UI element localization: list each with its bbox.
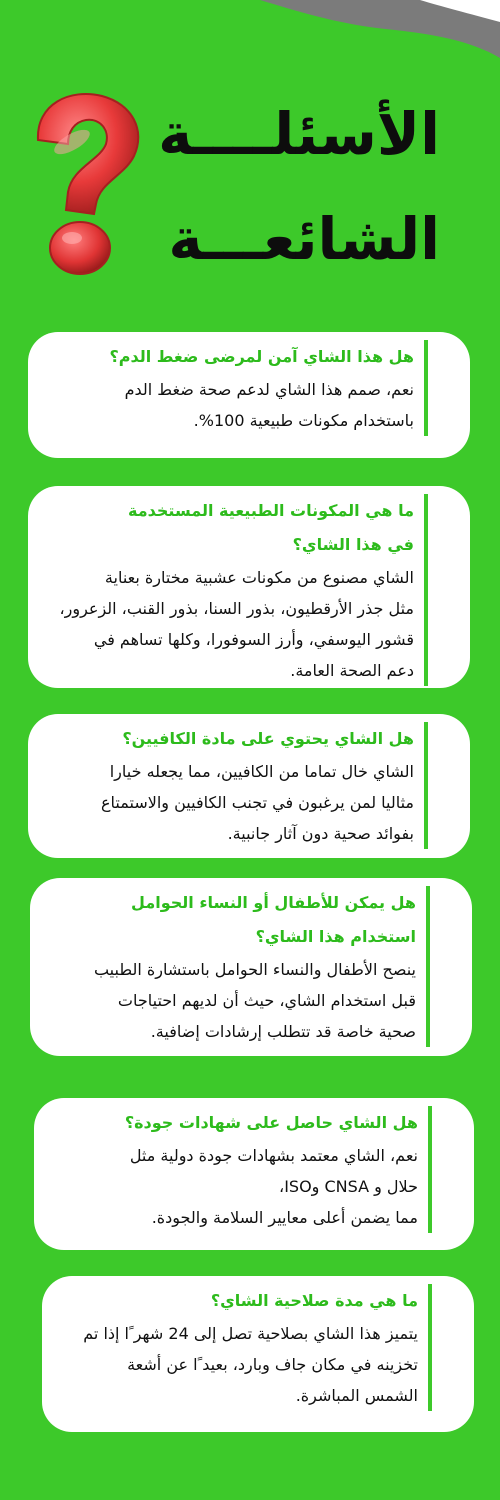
faq-question: استخدام هذا الشاي؟ [255,927,416,946]
faq-answer-line: مثاليا لمن يرغبون في تجنب الكافيين والاستمتاع [100,793,414,812]
faq-content [30,886,430,1047]
faq-answer-line: الشاي خال تماما من الكافيين، مما يجعله خيارا [109,762,414,781]
faq-card [30,878,472,1056]
page-title-line-2: الشائعـــة [168,205,440,273]
faq-question: ما هي مدة صلاحية الشاي؟ [210,1291,418,1310]
faq-answer-line: باستخدام مكونات طبيعية 100%. [193,411,414,430]
faq-card [28,486,470,688]
question-mark-icon [10,82,150,282]
faq-answer-line: قبل استخدام الشاي، حيث أن لديهم احتياجات [117,991,416,1010]
faq-card [28,332,470,458]
faq-question: هل يمكن للأطفال أو النساء الحوامل [131,893,416,912]
faq-question: ما هي المكونات الطبيعية المستخدمة [128,501,414,520]
faq-answer-line: نعم، صمم هذا الشاي لدعم صحة ضغط الدم [124,380,414,399]
faq-content [62,1284,432,1411]
faq-question: في هذا الشاي؟ [292,535,414,554]
faq-answer-line: قشور اليوسفي، وأرز السوفورا، وكلها تساهم في [93,630,414,649]
faq-content [62,1106,432,1233]
faq-answer-line: الشمس المباشرة. [295,1386,418,1405]
faq-answer-line: ينصح الأطفال والنساء الحوامل باستشارة الطبيب [93,960,416,979]
faq-answer-line: بفوائد صحية دون آثار جانبية. [227,824,414,843]
page-title-line-1: الأسئلــــة [158,100,440,168]
top-wave-decoration [0,0,500,80]
faq-question: هل هذا الشاي آمن لمرضى ضغط الدم؟ [109,347,414,366]
faq-card [34,1098,474,1250]
faq-answer-line: دعم الصحة العامة. [290,661,414,680]
faq-answer-line: مثل جذر الأرقطيون، بذور السنا، بذور القنب، الزعرور، [59,599,414,618]
faq-question: هل الشاي حاصل على شهادات جودة؟ [124,1113,418,1132]
faq-card [42,1276,474,1432]
faq-question: هل الشاي يحتوي على مادة الكافيين؟ [122,729,414,748]
faq-answer-line: الشاي مصنوع من مكونات عشبية مختارة بعناية [104,568,414,587]
faq-card [28,714,470,858]
faq-answer-line: تخزينه في مكان جاف وبارد، بعيد ًا عن أشعة [127,1355,418,1374]
faq-content [18,494,428,686]
faq-answer-line: صحية خاصة قد تتطلب إرشادات إضافية. [150,1022,416,1041]
faq-answer-line: مما يضمن أعلى معايير السلامة والجودة. [151,1208,418,1227]
faq-answer-line: يتميز هذا الشاي بصلاحية تصل إلى 24 شهر ًا إذا تم [83,1324,418,1343]
faq-content [28,722,428,849]
faq-answer-line: نعم، الشاي معتمد بشهادات جودة دولية مثل [129,1146,418,1165]
faq-answer-line: حلال و CNSA وISO، [279,1177,418,1196]
faq-content [34,340,428,436]
